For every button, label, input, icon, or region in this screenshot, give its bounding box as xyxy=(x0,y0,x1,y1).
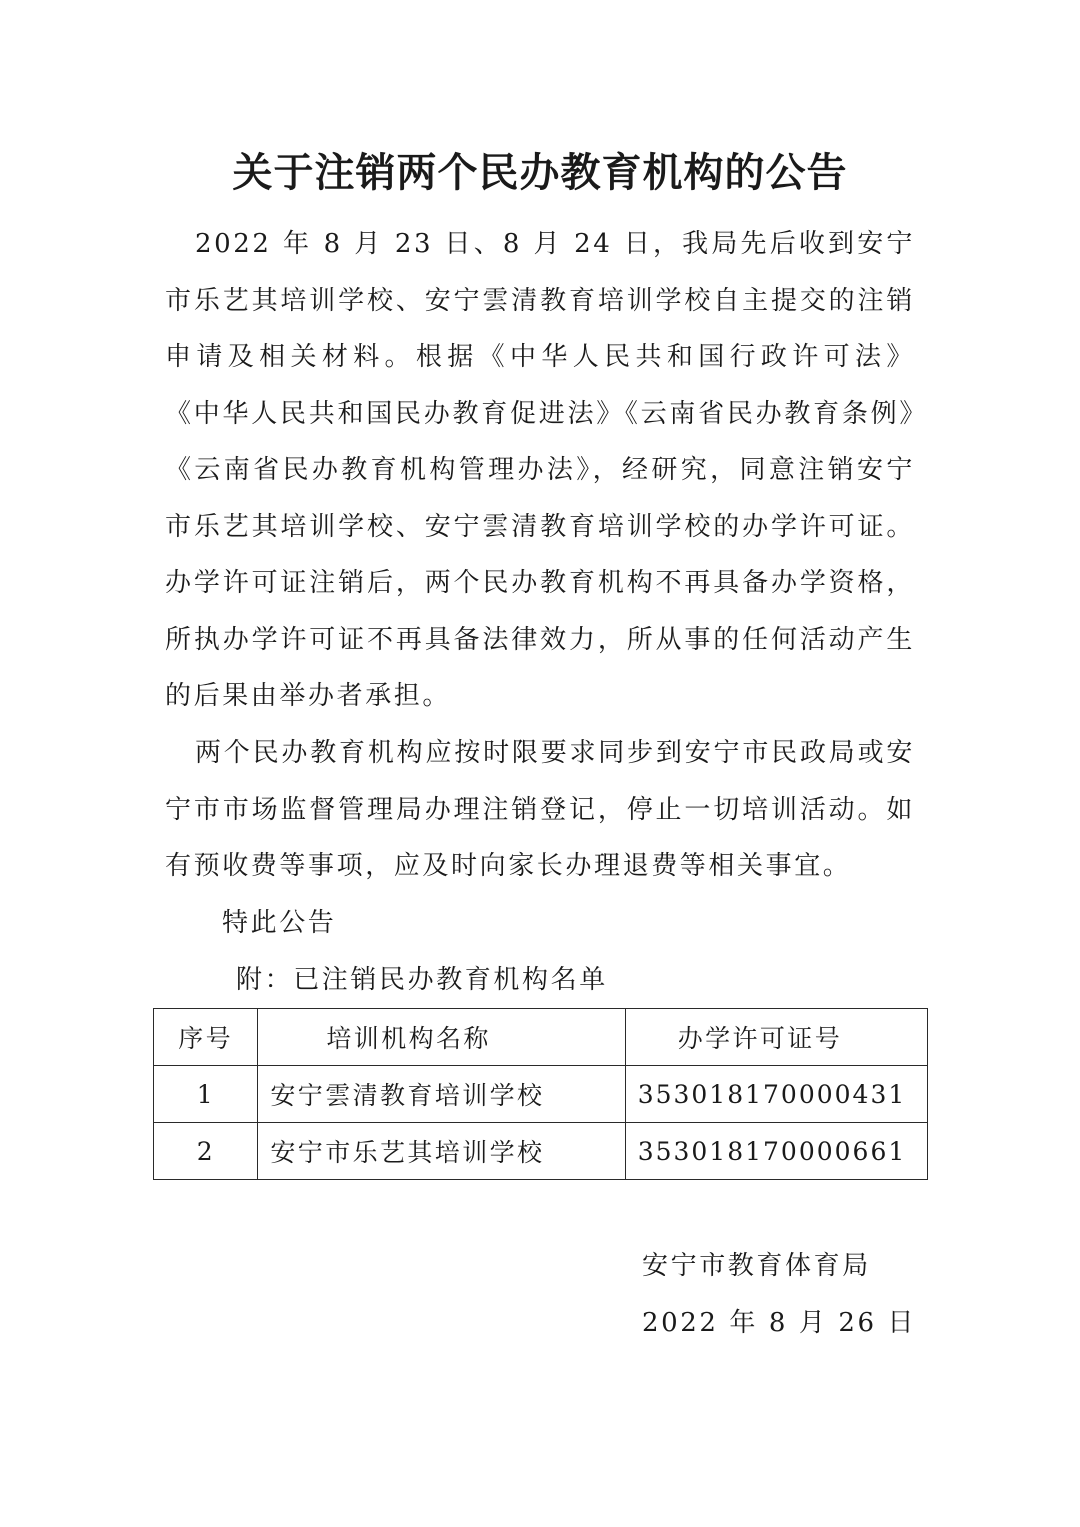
row-index: 1 xyxy=(154,1066,258,1123)
header-license-number: 办学许可证号 xyxy=(625,1009,927,1066)
attachment-label: 附：已注销民办教育机构名单 xyxy=(236,965,608,995)
row-index: 2 xyxy=(154,1123,258,1180)
issue-date: 2022 年 8 月 26 日 xyxy=(642,1308,917,1338)
body-paragraph-1: 2022 年 8 月 23 日、8 月 24 日，我局先后收到安宁市乐艺其培训学校、安宁雲清教育培训学校自主提交的注销申请及相关材料。根据《中华人民共和国行政许可法》 《中华人民共和国民办教育促进法》《云南省民办教育条例》《云南省民办教育机构管理办法》，经研究，同意注销安宁市乐艺其培训学校、安宁雲清教育培训学校的办学许可证。办学许可证注销后，两个民办教育机构不再具备办学资格，所执办学许可证不再具备法律效力，所从事的任何活动产生的后果由举办者承担。 xyxy=(165,229,915,711)
row-institution-name: 安宁市乐艺其培训学校 xyxy=(258,1123,625,1180)
closing-text: 特此公告 xyxy=(222,908,337,938)
header-institution-name: 培训机构名称 xyxy=(258,1009,625,1066)
cancelled-institutions-table xyxy=(153,1008,928,1180)
table-header-row xyxy=(154,1009,928,1066)
body-paragraph-2: 两个民办教育机构应按时限要求同步到安宁市民政局或安宁市市场监督管理局办理注销登记，停止一切培训活动。如有预收费等事项，应及时向家长办理退费等相关事宜。 xyxy=(165,738,915,881)
document-title: 关于注销两个民办教育机构的公告 xyxy=(232,149,848,196)
issuer-name: 安宁市教育体育局 xyxy=(642,1251,871,1281)
row-license-number: 353018170000661 xyxy=(625,1123,927,1180)
row-license-number: 353018170000431 xyxy=(625,1066,927,1123)
header-index: 序号 xyxy=(154,1009,258,1066)
table-row xyxy=(154,1123,928,1180)
row-institution-name: 安宁雲清教育培训学校 xyxy=(258,1066,625,1123)
table-row xyxy=(154,1066,928,1123)
